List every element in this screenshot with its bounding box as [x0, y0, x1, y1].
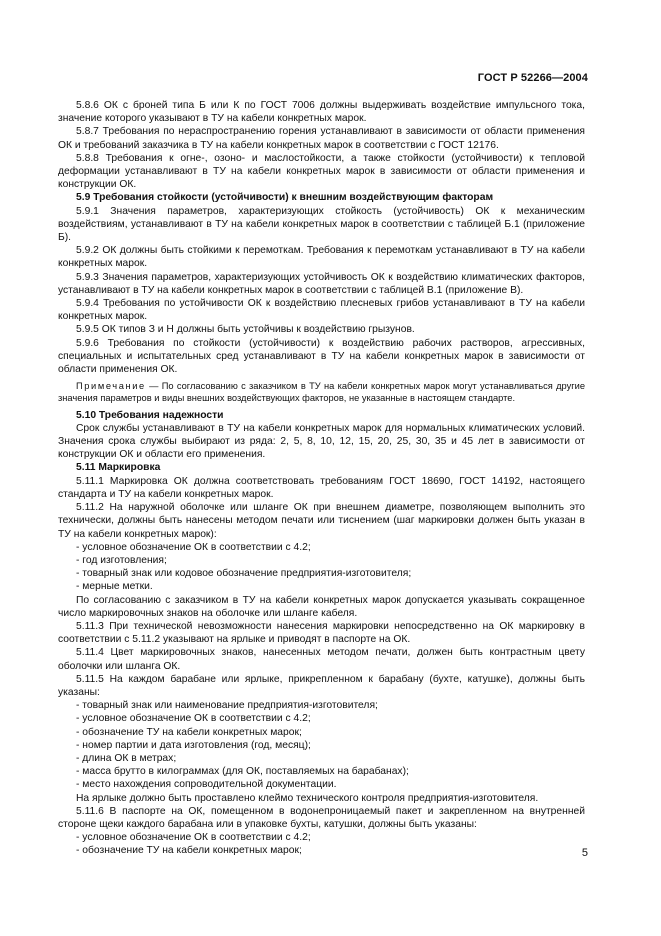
paragraph: 5.9.4 Требования по устойчивости ОК к воздействию плесневых грибов устанавливают в ТУ на кабели конкретных марок.: [58, 298, 585, 323]
section-heading: 5.10 Требования надежности: [76, 409, 224, 421]
list-item: - обозначение ТУ на кабели конкретных марок;: [76, 845, 302, 857]
list-item: - товарный знак или кодовое обозначение предприятия-изготовителя;: [76, 568, 412, 580]
paragraph: 5.8.7 Требования по нераспространению горения устанавливают в зависимости от области применения ОК и требований заказчика в ТУ на кабели конкретных марок в соответствии с ГОСТ 12176.: [58, 126, 585, 151]
paragraph: 5.8.6 ОК с броней типа Б или К по ГОСТ 7006 должны выдерживать воздействие импульсного тока, значение которого указывают в ТУ на кабели конкретных марок.: [58, 100, 585, 125]
paragraph: На ярлыке должно быть проставлено клеймо технического контроля предприятия-изготовителя.: [76, 792, 539, 804]
paragraph: Срок службы устанавливают в ТУ на кабели конкретных марок для нормальных климатических условий. Значения срока службы выбирают из ряда: 2, 5, 8, 10, 12, 15, 20, 25, 30, 35 и 45 лет в зависимости от конструкции ОК и области его применения.: [58, 422, 585, 461]
paragraph: 5.11.3 При технической невозможности нанесения маркировки непосредственно на ОК маркировку в соответствии с 5.11.2 указывают на ярлыке и приводят в паспорте на ОК.: [58, 620, 585, 646]
list-item: - место нахождения сопроводительной документации.: [76, 779, 337, 791]
paragraph: 5.9.1 Значения параметров, характеризующих стойкость (устойчивость) ОК к механическим воздействиям, устанавливают в ТУ на кабели конкретных марок в соответствии с таблицей Б.1 (приложение Б).: [58, 205, 585, 244]
note: [58, 380, 585, 404]
list-item: - мерные метки.: [76, 581, 153, 593]
list-item: - условное обозначение ОК в соответствии с 4.2;: [76, 713, 311, 725]
section-heading: 5.9 Требования стойкости (устойчивости) к внешним воздействующим факторам: [76, 192, 494, 204]
page-header: ГОСТ Р 52266—2004: [477, 72, 588, 84]
page-number: 5: [581, 847, 588, 859]
paragraph: По согласованию с заказчиком в ТУ на кабели конкретных марок допускается указывать сокращенное число маркировочных знаков на оболочке или шланге кабеля.: [58, 594, 585, 619]
list-item: - условное обозначение ОК в соответствии с 4.2;: [76, 832, 311, 844]
paragraph: 5.9.3 Значения параметров, характеризующих устойчивость ОК к воздействию климатических факторов, устанавливают в ТУ на кабели конкретных марок в соответствии с таблицей В.1 (приложение В).: [58, 271, 585, 296]
paragraph: 5.8.8 Требования к огне-, озоно- и маслостойкости, а также стойкости (устойчивости) к тепловой деформации устанавливают в ТУ на кабели конкретных марок в зависимости от области применения и конструкции ОК.: [58, 152, 585, 191]
paragraph: 5.9.2 ОК должны быть стойкими к перемоткам. Требования к перемоткам устанавливают в ТУ на кабели конкретных марок.: [58, 245, 585, 270]
list-item: - год изготовления;: [76, 554, 167, 566]
list-item: - масса брутто в килограммах (для ОК, поставляемых на барабанах);: [76, 766, 409, 778]
paragraph: 5.11.4 Цвет маркировочных знаков, нанесенных методом печати, должен быть контрастным цвету оболочки или шланга ОК.: [58, 647, 585, 672]
list-item: - товарный знак или наименование предприятия-изготовителя;: [76, 700, 378, 712]
note-label: Примечание: [76, 381, 146, 392]
paragraph: 5.11.2 На наружной оболочке или шланге ОК при внешнем диаметре, позволяющем выполнить это технически, должны быть нанесены методом печати или тиснением (шаг маркировки должен быть указан в ТУ на кабели конкретных марок):: [58, 502, 585, 540]
section-heading: 5.11 Маркировка: [76, 462, 161, 474]
paragraph: 5.11.1 Маркировка ОК должна соответствовать требованиям ГОСТ 18690, ГОСТ 14192, настоящего стандарта и ТУ на кабели конкретных марок.: [58, 475, 585, 500]
list-item: - условное обозначение ОК в соответствии с 4.2;: [76, 541, 311, 553]
list-item: - длина ОК в метрах;: [76, 752, 177, 764]
paragraph: 5.11.5 На каждом барабане или ярлыке, прикрепленном к барабану (бухте, катушке), должны быть указаны:: [58, 673, 585, 698]
list-item: - обозначение ТУ на кабели конкретных марок;: [76, 726, 302, 738]
paragraph: 5.11.6 В паспорте на ОК, помещенном в водонепроницаемый пакет и закрепленном на внутренней стороне щеки каждого барабана или в упаковке бухты, катушки, должны быть указаны:: [58, 805, 585, 830]
paragraph: 5.9.6 Требования по стойкости (устойчивости) к воздействию рабочих растворов, агрессивных, специальных и испытательных сред устанавливают в ТУ на кабели конкретных марок в зависимости от области применения ОК.: [58, 337, 585, 376]
paragraph: 5.9.5 ОК типов З и Н должны быть устойчивы к воздействию грызунов.: [76, 324, 415, 336]
page-content: [58, 99, 585, 858]
note-text: — По согласованию с заказчиком в ТУ на кабели конкретных марок могут устанавливаться другие значения параметров и виды внешних воздействующих факторов, не указанные в настоящем стандарте.: [58, 381, 585, 404]
list-item: - номер партии и дата изготовления (год, месяц);: [76, 739, 311, 751]
